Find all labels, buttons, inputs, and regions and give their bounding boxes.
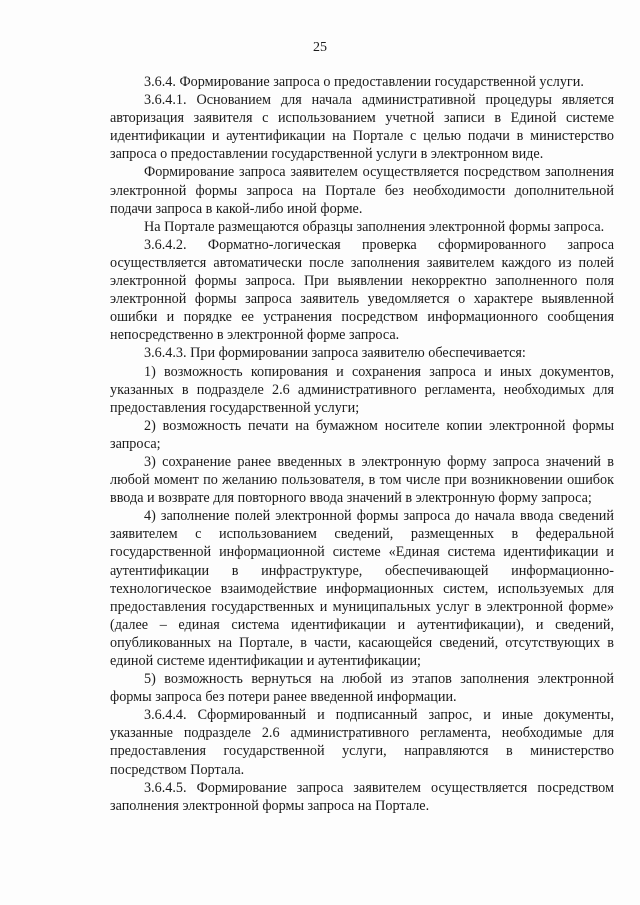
list-item-3: 3) сохранение ранее введенных в электронную форму запроса значений в любой момент по желанию пользователя, в том числе при возникновении ошибок ввода и возврате для повторного ввода значений в электронную форму запроса; [110,453,614,507]
paragraph-form-filling: Формирование запроса заявителем осуществляется посредством заполнения электронной формы запроса на Портале без необходимости дополнительной подачи запроса в какой-либо иной форме. [110,164,614,217]
list-item-1: 1) возможность копирования и сохранения запроса и иных документов, указанных в подразделе 2.6 административного регламента, необходимых для предоставления государственной услуги; [110,363,614,416]
paragraph-3-6-4-2: 3.6.4.2. Форматно-логическая проверка сформированного запроса осуществляется автоматически после заполнения заявителем каждого из полей электронной формы запроса. При выявлении некорректно заполненного поля электронной формы запроса заявитель уведомляется о характере выявленной ошибки и порядке ее устранения посредством информационного сообщения непосредственно в электронной форме запроса. [110,236,614,344]
list-item-2: 2) возможность печати на бумажном носителе копии электронной формы запроса; [110,417,614,452]
paragraph-3-6-4-4: 3.6.4.4. Сформированный и подписанный запрос, и иные документы, указанные подразделе 2.6 административного регламента, необходимые для предоставления государственной услуги, направляются в министерство посредством Портала. [110,707,614,778]
page-number: 25 [313,40,327,55]
list-item-4: 4) заполнение полей электронной формы запроса до начала ввода сведений заявителем с использованием сведений, размещенных в федеральной государственной информационной системе «Единая система идентификации и аутентификации в инфраструктуре, обеспечивающей информационно-технологическое взаимодействие информационных систем, используемых для предоставления государственных и муниципальных услуг в электронной форме» (далее – единая система идентификации и аутентификации), и сведений, опубликованных на Портале, в части, касающейся сведений, отсутствующих в единой системе идентификации и аутентификации; [110,508,614,669]
paragraph-3-6-4-1: 3.6.4.1. Основанием для начала административной процедуры является авторизация заявителя с использованием учетной записи в Единой системе идентификации и аутентификации на Портале с целью подачи в министерство запроса о предоставлении государственной услуги в электронном виде. [110,92,614,163]
paragraph-3-6-4-3: 3.6.4.3. При формировании запроса заявителю обеспечивается: [144,345,526,362]
document-body [110,73,614,815]
list-item-5: 5) возможность вернуться на любой из этапов заполнения электронной формы запроса без потери ранее введенной информации. [110,671,614,706]
paragraph-samples: На Портале размещаются образцы заполнения электронной формы запроса. [144,218,605,235]
paragraph-3-6-4-5: 3.6.4.5. Формирование запроса заявителем осуществляется посредством заполнения электронной формы запроса на Портале. [110,779,614,814]
section-heading-3-6-4: 3.6.4. Формирование запроса о предоставлении государственной услуги. [144,74,584,90]
